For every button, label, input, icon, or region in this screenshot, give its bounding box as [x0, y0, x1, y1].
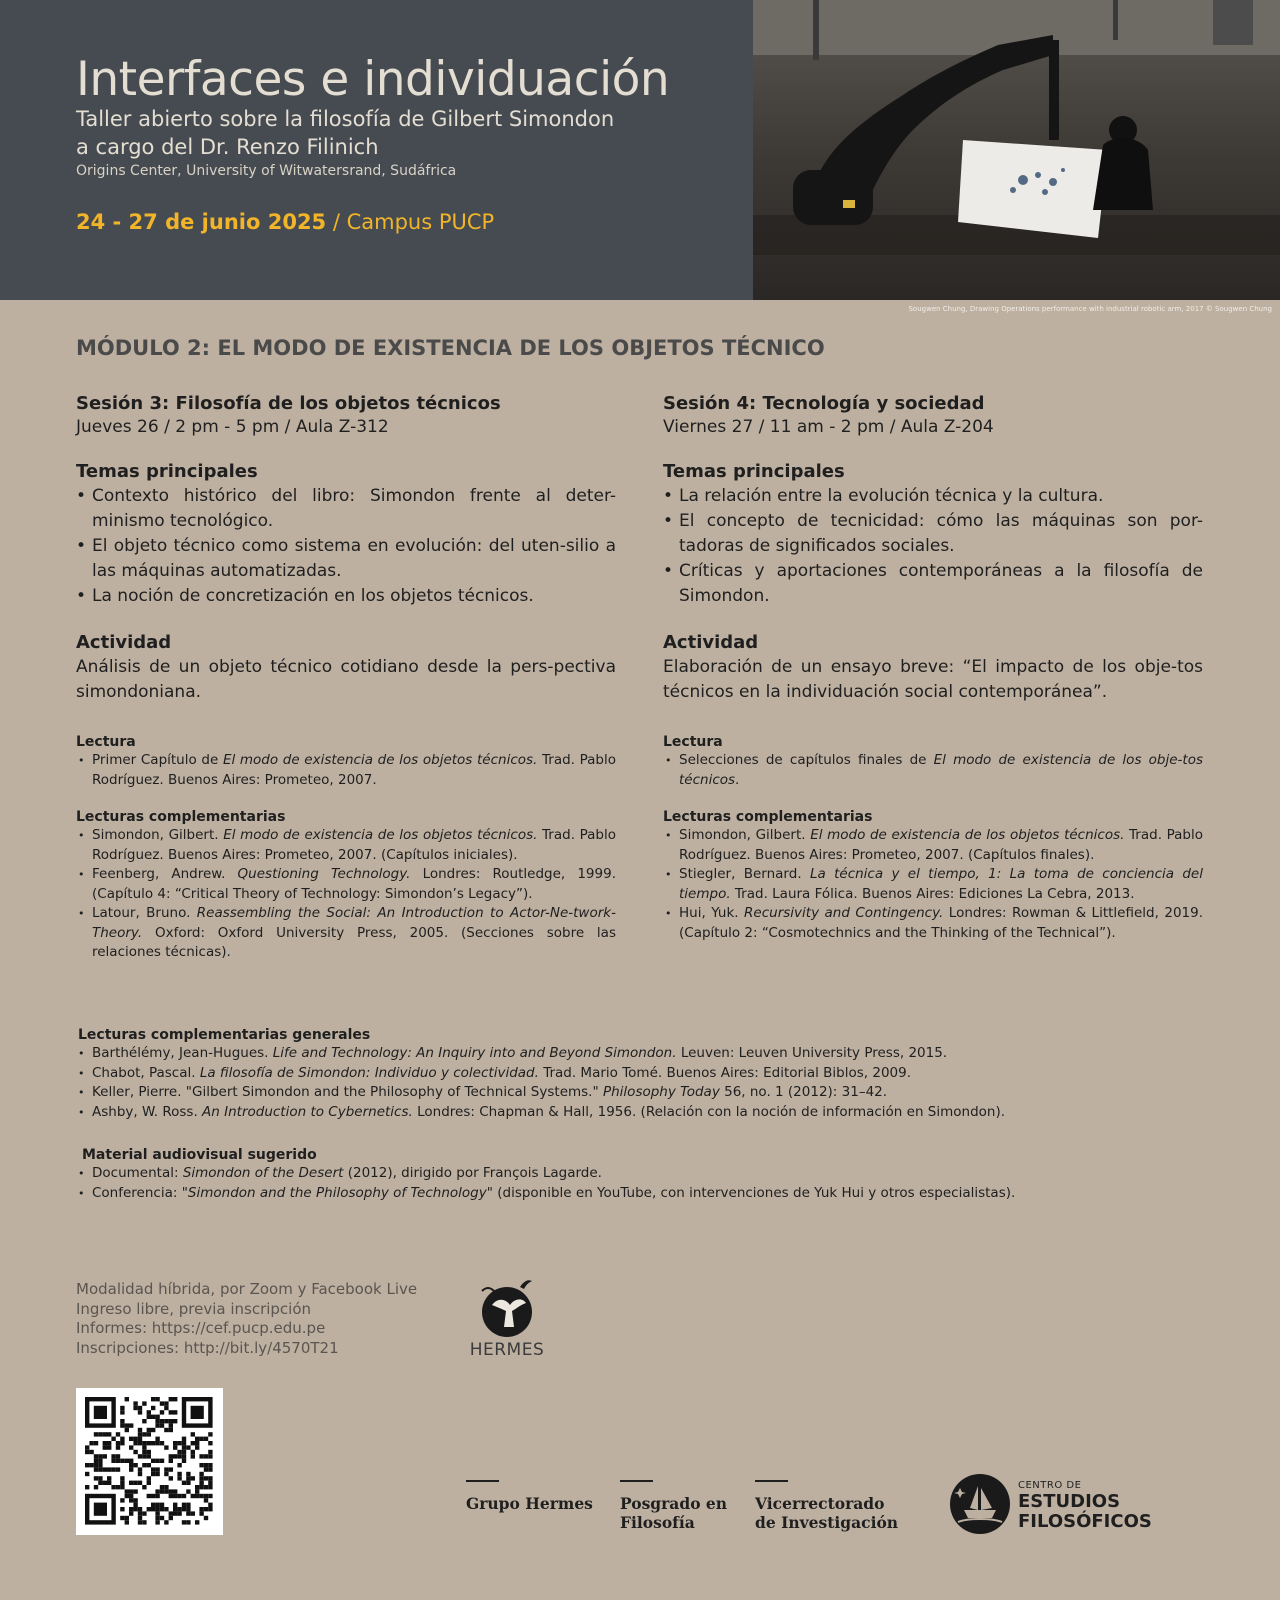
complementary-list: [76, 826, 616, 963]
hermes-label: HERMES: [469, 1340, 545, 1360]
partner-posgrado-filosofia: Posgrado en Filosofía: [620, 1480, 727, 1532]
list-item: • Chabot, Pascal. La filosofía de Simondon: Individuo y colectividad. Trad. Mario Tomé. Buenos Aires: Editorial Biblos, 2009.: [76, 1064, 1206, 1084]
robotic-arm-photo: [753, 0, 1280, 300]
photo-illustration: [753, 0, 1280, 300]
list-item: • Documental: Simondon of the Desert (2012), dirigido por François Lagarde.: [76, 1164, 1206, 1184]
list-item: • El objeto técnico como sistema en evolución: del uten-silio a las máquinas automatizadas.: [76, 534, 616, 584]
session-title: Sesión 3: Filosofía de los objetos técnicos: [76, 393, 501, 414]
cef-line1: CENTRO DE: [1018, 1480, 1082, 1491]
list-item: • Ashby, W. Ross. An Introduction to Cybernetics. Londres: Chapman & Hall, 1956. (Relación con la noción de información en Simondon).: [76, 1103, 1206, 1123]
instructor: a cargo del Dr. Renzo Filinich: [76, 135, 379, 159]
cef-logo: [948, 1472, 1168, 1536]
list-item: • La noción de concretización en los objetos técnicos.: [76, 584, 616, 609]
reading-heading: Lectura: [663, 734, 723, 750]
general-readings: [76, 1026, 1206, 1122]
dates-text: 24 - 27 de junio 2025: [76, 210, 327, 234]
session-4-column: [663, 392, 1203, 943]
session-schedule: Jueves 26 / 2 pm - 5 pm / Aula Z-312: [76, 417, 389, 437]
list-item: • Críticas y aportaciones contemporáneas a la filosofía de Simondon.: [663, 559, 1203, 609]
qr-code-icon: [76, 1388, 223, 1535]
complementary-heading: Lecturas complementarias: [663, 809, 873, 825]
partner-vicerrectorado: Vicerrectorado de Investigación: [755, 1480, 898, 1532]
entry-text: Ingreso libre, previa inscripción: [76, 1299, 312, 1318]
topics-list: [663, 484, 1203, 609]
info-link[interactable]: Informes: https://cef.pucp.edu.pe: [76, 1319, 326, 1337]
list-item: • Simondon, Gilbert. El modo de existencia de los objetos técnicos. Trad. Pablo Rodríguez. Buenos Aires: Prometeo, 2007. (Capítulos iniciales).: [76, 826, 616, 865]
list-item: • Feenberg, Andrew. Questioning Technology. Londres: Routledge, 1999. (Capítulo 4: “Critical Theory of Technology: Simondon’s Legacy”).: [76, 865, 616, 904]
subtitle: Taller abierto sobre la filosofía de Gilbert Simondon: [76, 107, 615, 131]
activity-heading: Actividad: [663, 632, 759, 653]
list-item: • Hui, Yuk. Recursivity and Contingency. Londres: Rowman & Littlefield, 2019. (Capítulo 2: “Cosmotechnics and the Thinking of the Technical”).: [663, 904, 1203, 943]
page-title: Interfaces e individuación: [76, 52, 670, 107]
list-item: • Stiegler, Bernard. La técnica y el tiempo, 1: La toma de conciencia del tiempo. Trad. Laura Fólica. Buenos Aires: Ediciones La Cebra, 2013.: [663, 865, 1203, 904]
topics-list: [76, 484, 616, 609]
list-item: • Conferencia: "Simondon and the Philosophy of Technology" (disponible en YouTube, con intervenciones de Yuk Hui y otros especialistas).: [76, 1184, 1206, 1204]
partner-grupo-hermes: Grupo Hermes: [466, 1480, 593, 1513]
module-title: MÓDULO 2: EL MODO DE EXISTENCIA DE LOS OBJETOS TÉCNICO: [76, 336, 825, 360]
photo-credit: Sougwen Chung, Drawing Operations performance with industrial robotic arm, 2017 © Sougwen Chung: [908, 305, 1272, 313]
complementary-list: [663, 826, 1203, 943]
list-item: • El concepto de tecnicidad: cómo las máquinas son por-tadoras de significados sociales.: [663, 509, 1203, 559]
registration-link[interactable]: Inscripciones: http://bit.ly/4570T21: [76, 1338, 339, 1357]
list-item: • Latour, Bruno. Reassembling the Social: An Introduction to Actor-Ne-twork-Theory. Oxford: Oxford University Press, 2005. (Secciones sobre las relaciones técnicas).: [76, 904, 616, 963]
cef-ship-icon: [948, 1472, 1012, 1536]
topics-heading: Temas principales: [76, 461, 258, 482]
activity-text: Análisis de un objeto técnico cotidiano desde la pers-pectiva simondoniana.: [76, 657, 616, 702]
list-item: • Simondon, Gilbert. El modo de existencia de los objetos técnicos. Trad. Pablo Rodríguez. Buenos Aires: Prometeo, 2007. (Capítulos finales).: [663, 826, 1203, 865]
reading-list: [663, 751, 1203, 790]
event-info: [76, 1280, 417, 1358]
modality-text: Modalidad híbrida, por Zoom y Facebook Live: [76, 1280, 418, 1298]
audiovisual-heading: Material audiovisual sugerido: [82, 1147, 317, 1163]
session-schedule: Viernes 27 / 11 am - 2 pm / Aula Z-204: [663, 417, 994, 437]
session-3-column: [76, 392, 616, 963]
cef-line2: ESTUDIOS FILOSÓFICOS: [1018, 1491, 1152, 1532]
general-readings-list: [76, 1044, 1206, 1122]
list-item: • Barthélémy, Jean-Hugues. Life and Technology: An Inquiry into and Beyond Simondon. Leuven: Leuven University Press, 2015.: [76, 1044, 1206, 1064]
location-text: / Campus PUCP: [326, 210, 495, 234]
header-banner: [0, 0, 753, 300]
audiovisual-material: [76, 1146, 1206, 1203]
general-readings-heading: Lecturas complementarias generales: [78, 1027, 371, 1043]
reading-list: [76, 751, 616, 790]
audiovisual-list: [76, 1164, 1206, 1203]
list-item: • Selecciones de capítulos finales de El modo de existencia de los obje-tos técnicos.: [663, 751, 1203, 790]
session-title: Sesión 4: Tecnología y sociedad: [663, 393, 985, 414]
hermes-logo: [462, 1275, 552, 1360]
affiliation: Origins Center, University of Witwatersrand, Sudáfrica: [76, 163, 457, 179]
list-item: • Contexto histórico del libro: Simondon frente al deter-minismo tecnológico.: [76, 484, 616, 534]
topics-heading: Temas principales: [663, 461, 845, 482]
activity-text: Elaboración de un ensayo breve: “El impacto de los obje-tos técnicos en la individuación social contemporánea”.: [663, 657, 1203, 702]
complementary-heading: Lecturas complementarias: [76, 809, 286, 825]
reading-heading: Lectura: [76, 734, 136, 750]
activity-heading: Actividad: [76, 632, 172, 653]
hermes-emblem-icon: [462, 1275, 552, 1339]
list-item: • Keller, Pierre. "Gilbert Simondon and the Philosophy of Technical Systems." Philosophy Today 56, no. 1 (2012): 31–42.: [76, 1083, 1206, 1103]
list-item: • Primer Capítulo de El modo de existencia de los objetos técnicos. Trad. Pablo Rodríguez. Buenos Aires: Prometeo, 2007.: [76, 751, 616, 790]
qr-code[interactable]: [76, 1388, 223, 1535]
event-dates: [76, 210, 494, 234]
list-item: • La relación entre la evolución técnica y la cultura.: [663, 484, 1203, 509]
